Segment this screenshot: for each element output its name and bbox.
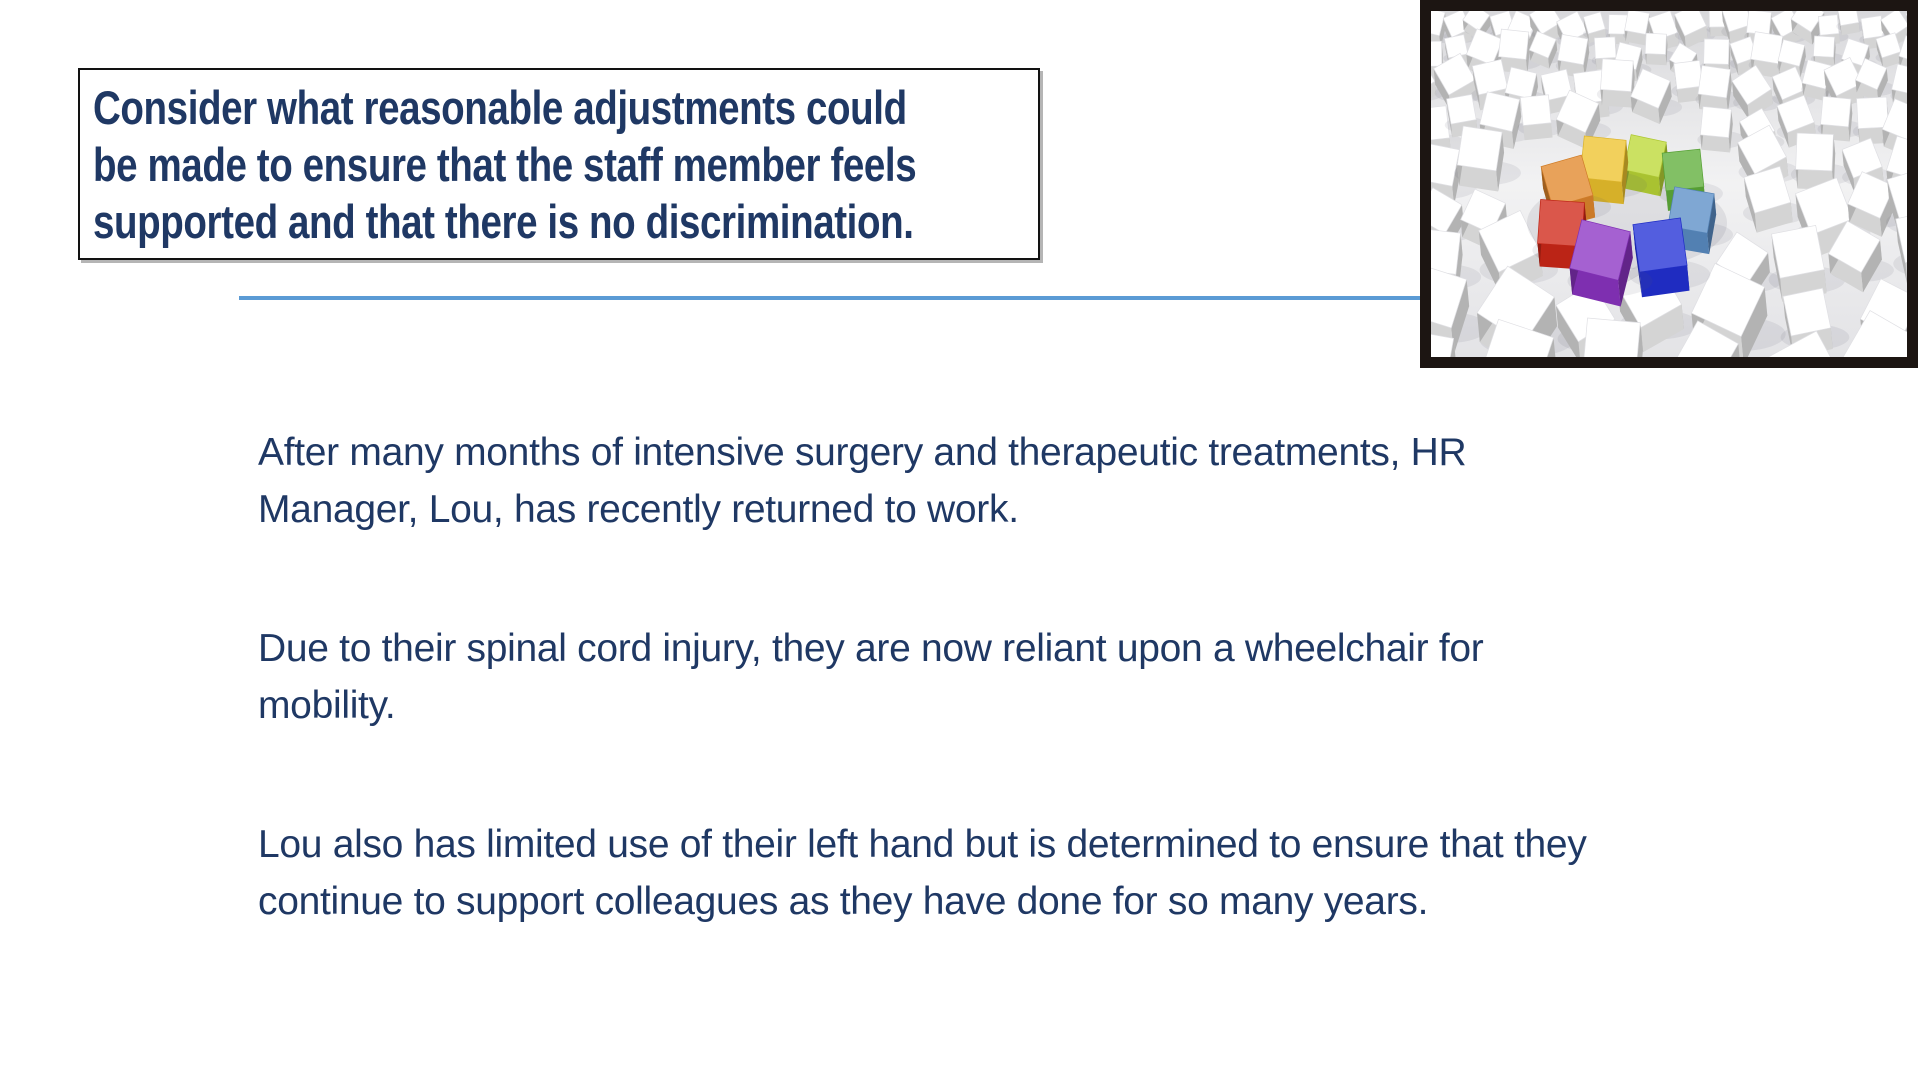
case-study-text <box>258 424 1878 1012</box>
paragraph-line: Due to their spinal cord injury, they are now reliant upon a wheelchair for <box>258 627 1484 670</box>
paragraph-line: continue to support colleagues as they have done for so many years. <box>258 880 1429 923</box>
cubes-illustration <box>1431 11 1907 357</box>
paragraph <box>258 424 1878 538</box>
paragraph <box>258 816 1878 930</box>
prompt-text-line: supported and that there is no discrimination. <box>93 195 914 248</box>
paragraph-line: mobility. <box>258 684 396 727</box>
prompt-box <box>78 68 1040 260</box>
cubes-photo <box>1420 0 1918 368</box>
paragraph <box>258 620 1878 734</box>
paragraph-line: After many months of intensive surgery and therapeutic treatments, HR <box>258 431 1467 474</box>
prompt-text-line: be made to ensure that the staff member feels <box>93 138 917 191</box>
paragraph-line: Lou also has limited use of their left hand but is determined to ensure that they <box>258 823 1587 866</box>
paragraph-line: Manager, Lou, has recently returned to work. <box>258 488 1019 531</box>
prompt-text-line: Consider what reasonable adjustments could <box>93 81 907 134</box>
divider-line <box>239 296 1420 300</box>
